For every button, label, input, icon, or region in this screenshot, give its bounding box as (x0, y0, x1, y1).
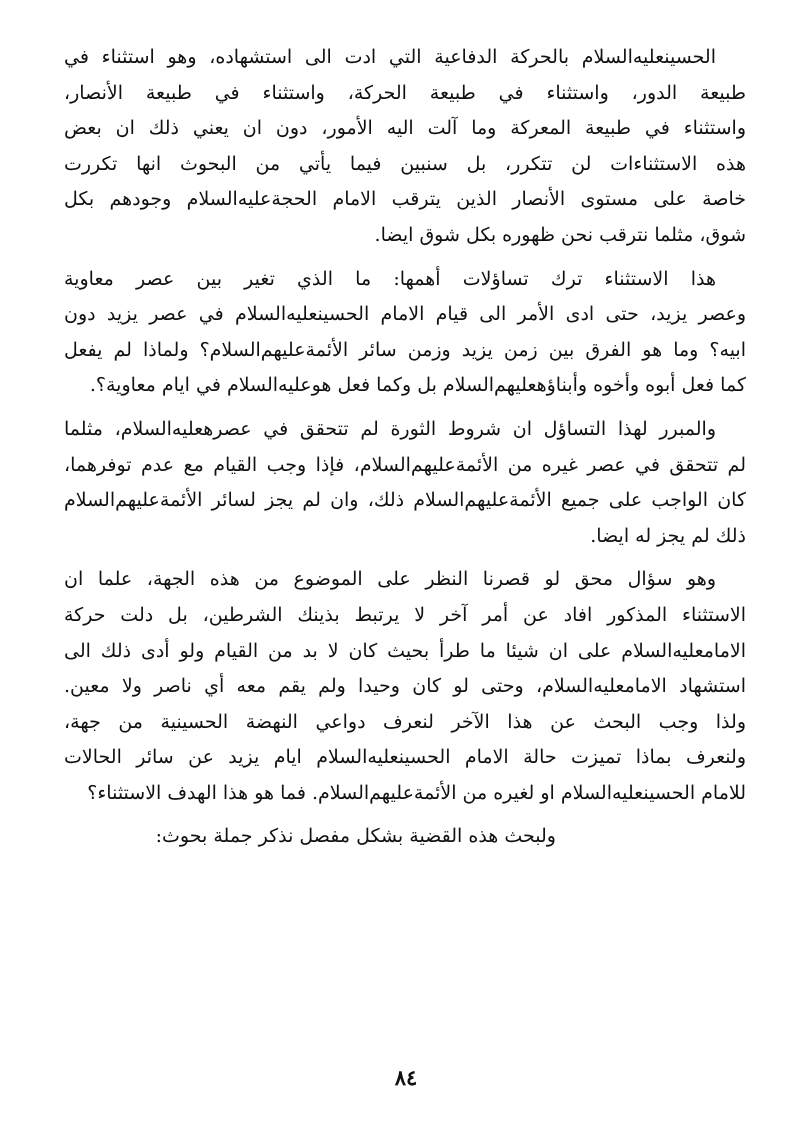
text-line: الحسينعليه‌السلام بالحركة الدفاعية التي ادت الى استشهاده، وهو استثناء في (64, 46, 716, 68)
text-line: كما فعل أبوه وأخوه وأبناؤهعليهم‌السلام بل وكما فعل هوعليه‌السلام في ايام معاوية؟. (89, 374, 746, 397)
text-line: والمبرر لهذا التساؤل ان شروط الثورة لم تتحقق في عصرهعليه‌السلام، مثلما (64, 417, 716, 440)
text-line: واستثناء في طبيعة المعركة وما آلت اليه الأمور، دون ان يعني ذلك ان بعض (64, 117, 746, 140)
paragraph (64, 562, 746, 811)
page-number: ٨٤ (394, 1065, 418, 1090)
text-line: شوق، مثلما نترقب نحن ظهوره بكل شوق ايضا. (374, 223, 746, 246)
paragraph (64, 262, 746, 404)
paragraph (64, 40, 746, 254)
text-line: وهو سؤال محق لو قصرنا النظر على الموضوع من هذه الجهة، علما ان (64, 568, 716, 591)
text-line: ولذا وجب البحث عن هذا الآخر لنعرف دواعي النهضة الحسينية من جهة، (64, 710, 746, 733)
text-line: كان الواجب على جميع الأئمةعليهم‌السلام ذلك، وان لم يجز لسائر الأئمةعليهم‌السلام (64, 489, 746, 512)
text-line: للامام الحسينعليه‌السلام او لغيره من الأئمةعليهم‌السلام. فما هو هذا الهدف الاستثناء؟ (87, 781, 746, 804)
text-line: خاصة على مستوى الأنصار الذين يترقب الامام الحجةعليه‌السلام وجودهم بكل (64, 188, 746, 211)
text-line: استشهاد الامامعليه‌السلام، وحتى لو كان وحيدا ولم يقم معه أي ناصر ولا معين. (64, 675, 746, 698)
text-line: هذا الاستثناء ترك تساؤلات أهمها: ما الذي تغير بين عصر معاوية (64, 267, 716, 290)
body-text (64, 40, 746, 863)
paragraph (64, 819, 746, 855)
text-line: طبيعة الدور، واستثناء في طبيعة الحركة، واستثناء في طبيعة الأنصار، (64, 81, 746, 104)
text-line: وعصر يزيد، حتى ادى الأمر الى قيام الامام الحسينعليه‌السلام في عصر يزيد دون (64, 303, 746, 326)
text-line: ولبحث هذه القضية بشكل مفصل نذكر جملة بحوث: (155, 825, 556, 848)
text-line: هذه الاستثناءات لن تتكرر، بل سنبين فيما يأتي من البحوث انها تكررت (64, 152, 746, 175)
paragraph (64, 412, 746, 554)
text-line: ولنعرف بماذا تميزت حالة الامام الحسينعليه‌السلام ايام يزيد عن سائر الحالات (64, 746, 746, 769)
text-line: الامامعليه‌السلام على ان شيئا ما طرأ بحيث كان لا بد من القيام ولو أدى ذلك الى (64, 639, 746, 662)
text-line: ابيه؟ وما هو الفرق بين زمن يزيد وزمن سائر الأئمةعليهم‌السلام؟ ولماذا لم يفعل (64, 338, 746, 361)
text-line: لم تتحقق في عصر غيره من الأئمةعليهم‌السلام، فإذا وجب القيام مع عدم توفرهما، (64, 453, 746, 476)
text-line: ذلك لم يجز له ايضا. (590, 524, 746, 547)
text-line: الاستثناء المذكور افاد عن أمر آخر لا يرتبط بذينك الشرطين، بل دلت حركة (64, 603, 746, 626)
